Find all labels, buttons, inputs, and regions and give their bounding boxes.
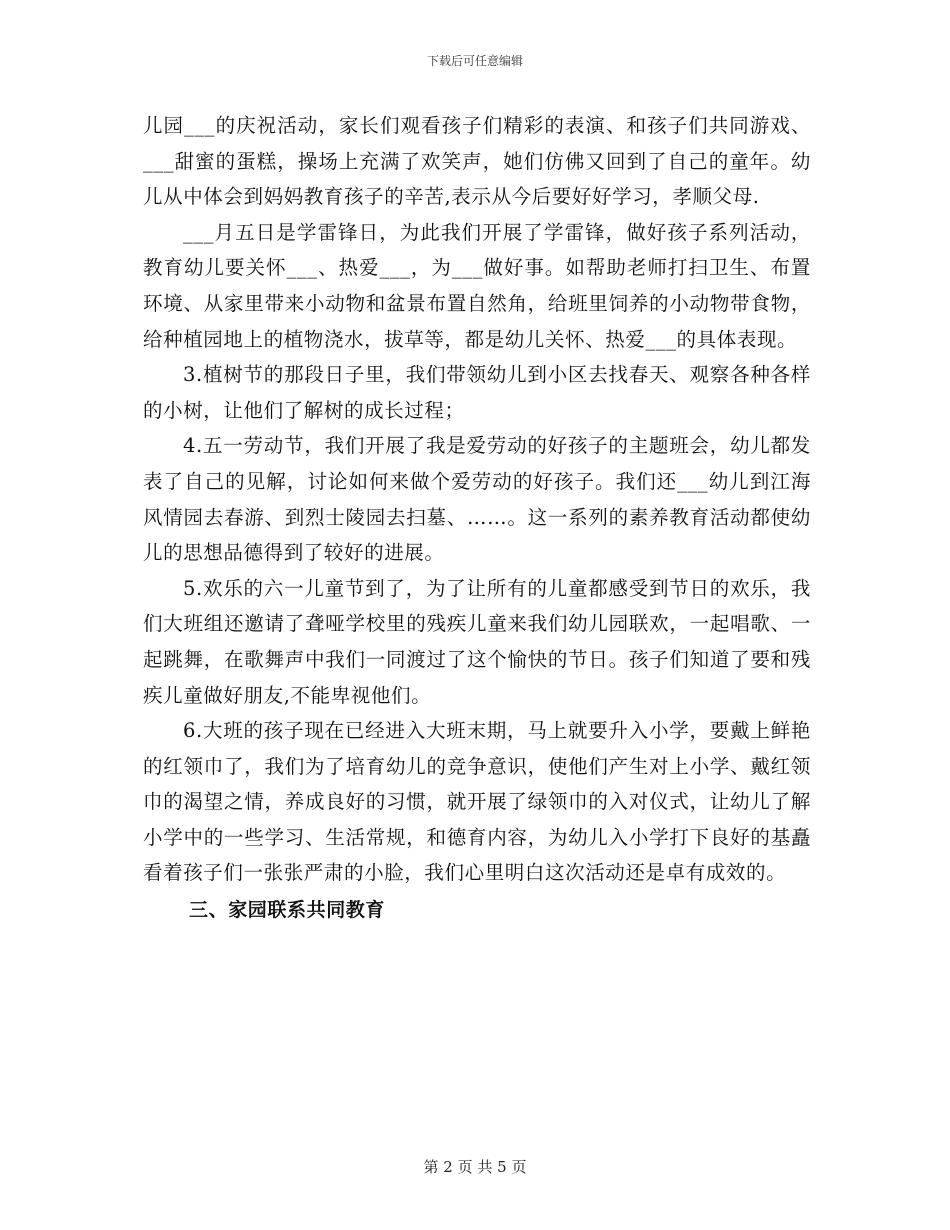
page-header: 下载后可任意编辑 <box>426 54 523 68</box>
paragraph-senior-class: 6.大班的孩子现在已经进入大班末期，马上就要升入小学，要戴上鲜艳的红领巾了，我们为了培育幼儿的竞争意识，使他们产生对上小学、戴红领巾的渴望之情，养成良好的习惯，就开展了绿领巾的入对仪式，让幼儿了解小学中的一些学习、生活常规，和德育内容，为幼儿入小学打下良好的基矗看着孩子们一张张严肃的小脸，我们心里明白这次活动还是卓有成效的。 <box>143 719 811 885</box>
section-heading: 三、家园联系共同教育 <box>189 899 386 922</box>
paragraph-childrens-day: 5.欢乐的六一儿童节到了，为了让所有的儿童都感受到节日的欢乐，我们大班组还邀请了聋哑学校里的残疾儿童来我们幼儿园联欢，一起唱歌、一起跳舞，在歌舞声中我们一同渡过了这个愉快的节日。孩子们知道了要和残疾儿童做好朋友,不能卑视他们。 <box>143 576 811 707</box>
paragraph-arbor-day: 3.植树节的那段日子里，我们带领幼儿到小区去找春天、观察各种各样的小树，让他们了解树的成长过程； <box>143 363 811 422</box>
document-body <box>143 108 811 929</box>
page-number-footer: 第 2 页 共 5 页 <box>423 1158 527 1176</box>
paragraph-labor-day: 4.五一劳动节，我们开展了我是爱劳动的好孩子的主题班会，幼儿都发表了自己的见解，讨论如何来做个爱劳动的好孩子。我们还___幼儿到江海风情园去春游、到烈士陵园去扫墓、……。这一系列的素养教育活动都使幼儿的思想品德得到了较好的进展。 <box>143 434 811 565</box>
paragraph-lei-feng-day: ___月五日是学雷锋日，为此我们开展了学雷锋，做好孩子系列活动，教育幼儿要关怀___、热爱___，为___做好事。如帮助老师打扫卫生、布置环境、从家里带来小动物和盆景布置自然角，给班里饲养的小动物带食物，给种植园地上的植物浇水，拔草等，都是幼儿关怀、热爱___的具体表现。 <box>143 220 811 351</box>
paragraph-continued: 儿园___的庆祝活动，家长们观看孩子们精彩的表演、和孩子们共同游戏、___甜蜜的蛋糕，操场上充满了欢笑声，她们仿佛又回到了自己的童年。幼儿从中体会到妈妈教育孩子的辛苦,表示从今后要好好学习，孝顺父母. <box>143 114 811 209</box>
